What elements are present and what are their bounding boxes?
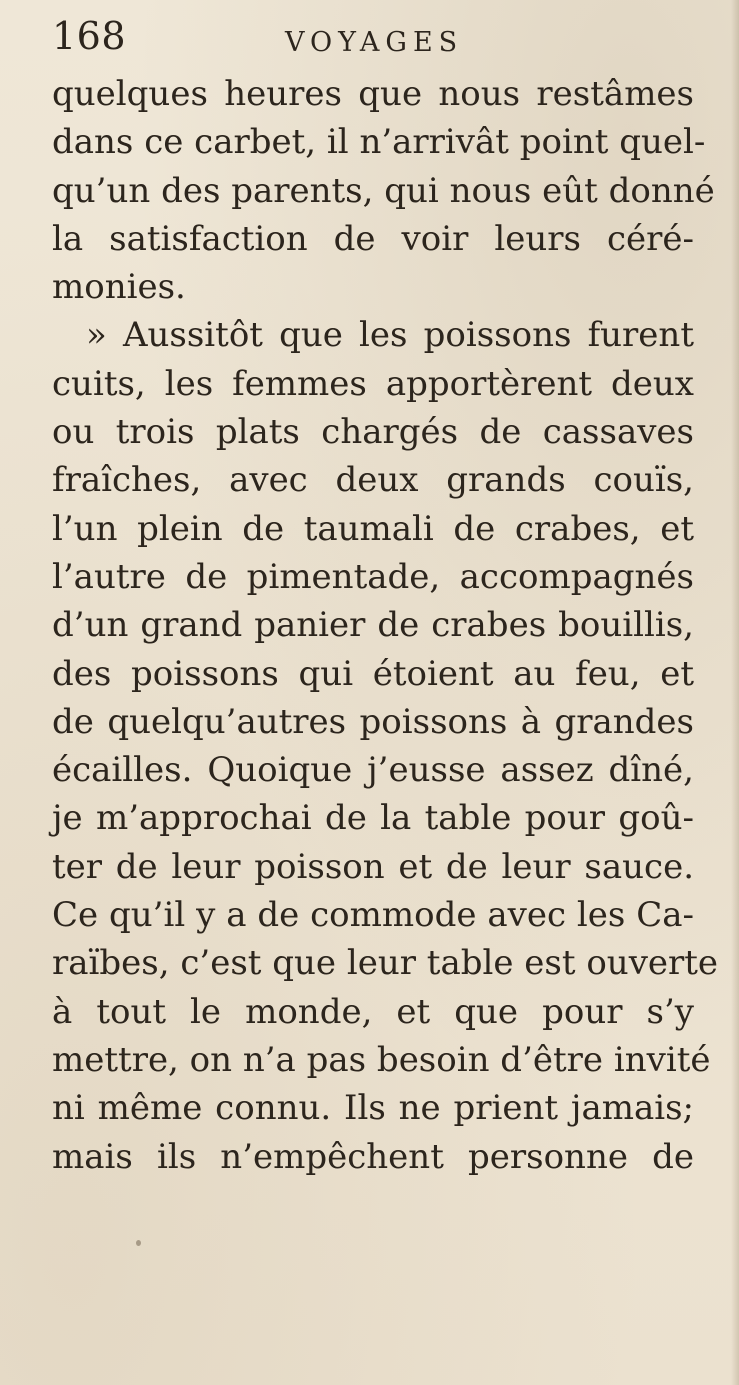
text-line: fraîches, avec deux grands couïs,: [52, 460, 694, 501]
text-line: quelques heures que nous restâmes: [52, 74, 694, 114]
text-line: ter de leur poisson et de leur sauce.: [52, 846, 694, 887]
text-line: mettre, on n’a pas besoin d’être invité: [52, 1039, 711, 1080]
text-line: ou trois plats chargés de cassaves: [52, 412, 694, 453]
text-line: Ce qu’il y a de commode avec les Ca-: [52, 895, 694, 936]
text-line: je m’approchai de la table pour goû-: [52, 798, 694, 839]
text-line: l’un plein de taumali de crabes, et: [52, 508, 694, 549]
ink-speck: [136, 1240, 141, 1246]
text-line: ni même connu. Ils ne prient jamais;: [52, 1088, 694, 1129]
text-line: monies.: [52, 267, 186, 308]
body-text: [52, 70, 719, 1181]
text-line: écailles. Quoique j’eusse assez dîné,: [52, 750, 694, 791]
text-line: l’autre de pimentade, accompagnés: [52, 556, 694, 597]
text-line: » Aussitôt que les poissons furent: [86, 315, 694, 356]
text-line: de quelqu’autres poissons à grandes: [52, 701, 694, 742]
text-line: à tout le monde, et que pour s’y: [52, 991, 694, 1032]
text-line: cuits, les femmes apportèrent deux: [52, 363, 694, 404]
running-head: [52, 10, 492, 60]
text-line: mais ils n’empêchent personne de: [52, 1136, 694, 1177]
text-line: raïbes, c’est que leur table est ouverte: [52, 943, 719, 984]
text-line: qu’un des parents, qui nous eût donné: [52, 170, 715, 211]
running-title: VOYAGES: [285, 27, 464, 58]
text-line: dans ce carbet, il n’arrivât point quel-: [52, 122, 706, 163]
text-line: d’un grand panier de crabes bouillis,: [52, 605, 694, 646]
page-number: 168: [52, 14, 127, 58]
text-line: des poissons qui étoient au feu, et: [52, 653, 694, 694]
text-line: la satisfaction de voir leurs céré-: [52, 218, 694, 259]
